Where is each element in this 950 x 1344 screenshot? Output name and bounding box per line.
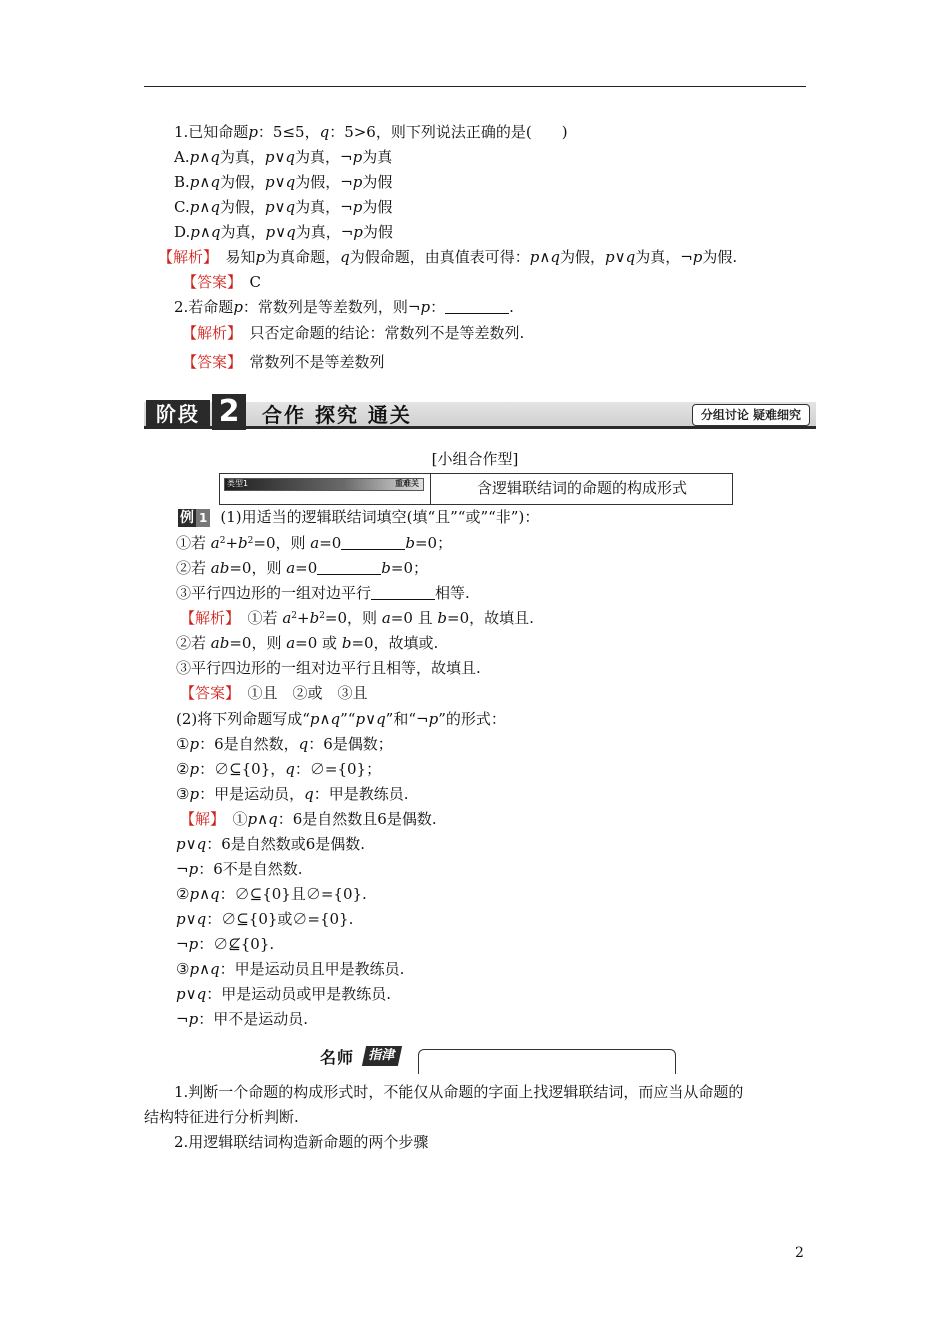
solution-3c: ¬p：甲不是运动员. xyxy=(176,1010,308,1028)
analysis-line-3: ③平行四边形的一组对边平行且相等，故填且. xyxy=(176,659,481,677)
teacher-guide-header xyxy=(320,1043,676,1075)
question-2-analysis: 【解析】 只否定命题的结论：常数列不是等差数列. xyxy=(182,324,525,342)
option-b: B.p∧q为假，p∨q为假，¬p为假 xyxy=(174,173,393,191)
question-2-stem: 2.若命题p：常数列是等差数列，则¬p： . xyxy=(174,298,514,316)
question-1-answer: 【答案】 C xyxy=(182,273,262,291)
analysis-tag: 【解析】 xyxy=(158,248,211,266)
guide-title: 名师 xyxy=(320,1048,355,1067)
fill-blank xyxy=(371,585,435,600)
type-title: 含逻辑联结词的命题的构成形式 xyxy=(476,479,687,497)
solution-2b: p∨q：∅⊆{0}或∅={0}. xyxy=(176,910,354,928)
fill-item-1: ①若 $a^2+b^2=0$，则 a=0 b=0； xyxy=(176,534,453,552)
answer-tag: 【答案】 xyxy=(182,273,235,291)
fill-blank xyxy=(341,535,405,550)
stage-banner xyxy=(144,394,816,432)
fill-item-3: ③平行四边形的一组对边平行 相等. xyxy=(176,584,470,602)
stage-title: 合作 探究 通关 xyxy=(262,403,412,427)
type-box xyxy=(219,473,733,505)
prop-item-3: ③p：甲是运动员，q：甲是教练员. xyxy=(176,785,409,803)
example-label: 例 xyxy=(180,510,194,526)
fill-blank xyxy=(445,299,509,314)
example-1-answer: 【答案】 ①且 ②或 ③且 xyxy=(180,684,368,702)
solution-1b: p∨q：6是自然数或6是偶数. xyxy=(176,835,366,853)
option-a: A.p∧q为真，p∨q为真，¬p为真 xyxy=(174,148,393,166)
fill-item-2: ②若 ab=0，则 a=0 b=0； xyxy=(176,559,429,577)
prop-item-1: ①p：6是自然数，q：6是偶数； xyxy=(176,735,393,753)
example-1-analysis: 【解析】 ①若 $a^2+b^2=0$，则 a=0 且 b=0，故填且. xyxy=(180,609,534,627)
solution-2a: ②p∧q：∅⊆{0}且∅={0}. xyxy=(176,885,367,903)
question-2-answer: 【答案】 常数列不是等差数列 xyxy=(182,353,385,371)
analysis-line-2: ②若 ab=0，则 a=0 或 b=0，故填或. xyxy=(176,634,439,652)
type-label: 类型1 xyxy=(227,479,249,488)
stage-badge: 分组讨论 疑难细究 xyxy=(692,404,810,426)
question-1-stem: 1.已知命题p：5≤5，q：5>6，则下列说法正确的是( ) xyxy=(174,123,568,141)
solution-2c: ¬p：∅⊈{0}. xyxy=(176,935,275,953)
tip-1-line-2: 结构特征进行分析判断. xyxy=(144,1108,299,1126)
guide-frame xyxy=(418,1049,676,1074)
question-1-analysis: 【解析】 易知p为真命题，q为假命题，由真值表可得：p∧q为假，p∨q为真，¬p为假. xyxy=(158,248,738,266)
tip-2: 2.用逻辑联结词构造新命题的两个步骤 xyxy=(174,1133,429,1151)
solution-1c: ¬p：6不是自然数. xyxy=(176,860,303,878)
solution-1a: 【解】 ①p∧q：6是自然数且6是偶数. xyxy=(180,810,437,828)
stage-number: 2 xyxy=(212,394,246,430)
example-1-intro: 例 1 (1)用适当的逻辑联结词填空(填“且”“或”“非”)： xyxy=(180,508,540,526)
solution-tag: 【解】 xyxy=(180,810,218,828)
guide-tag: 指津 xyxy=(362,1046,402,1066)
header-rule xyxy=(144,86,806,87)
page-number: 2 xyxy=(795,1245,804,1261)
example-number: 1 xyxy=(196,509,210,527)
solution-3b: p∨q：甲是运动员或甲是教练员. xyxy=(176,985,391,1003)
stage-word: 阶段 xyxy=(146,400,210,428)
type-label-bar xyxy=(224,478,424,491)
tip-1-line-1: 1.判断一个命题的构成形式时，不能仅从命题的字面上找逻辑联结词，而应当从命题的 xyxy=(174,1083,744,1101)
part-2-intro: (2)将下列命题写成“p∧q”“p∨q”和“¬p”的形式： xyxy=(176,710,506,728)
prop-item-2: ②p：∅⊆{0}，q：∅={0}； xyxy=(176,760,382,778)
option-c: C.p∧q为假，p∨q为真，¬p为假 xyxy=(174,198,393,216)
fill-blank xyxy=(317,560,381,575)
type-box-divider xyxy=(430,474,431,504)
solution-3a: ③p∧q：甲是运动员且甲是教练员. xyxy=(176,960,405,978)
option-d: D.p∧q为真，p∨q为真，¬p为假 xyxy=(174,223,393,241)
group-type-label: [小组合作型] xyxy=(431,450,519,468)
type-tag: 重难关 xyxy=(395,479,419,488)
